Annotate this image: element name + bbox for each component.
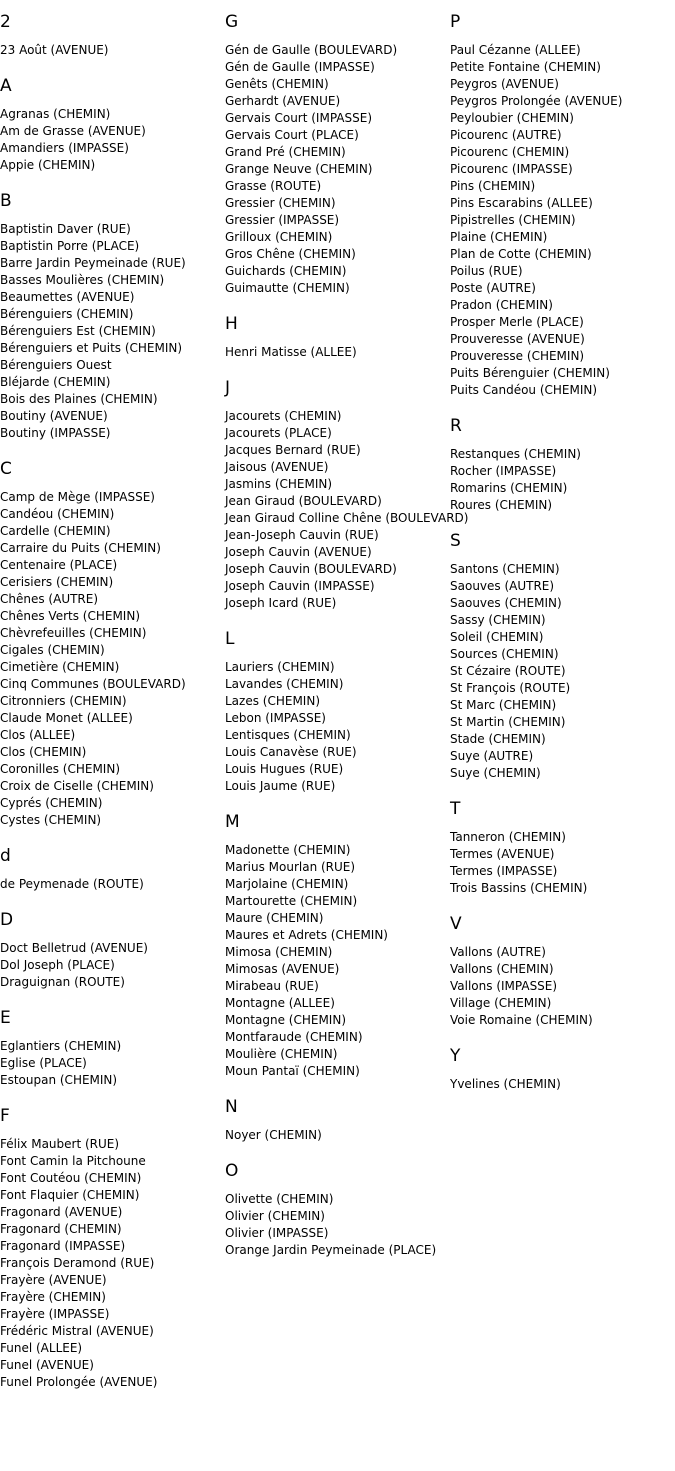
letter-group <box>450 531 675 782</box>
street-entry: Puits Candéou (CHEMIN) <box>450 383 598 397</box>
street-entry: 23 Août (AVENUE) <box>0 43 109 57</box>
street-entry: Louis Jaume (RUE) <box>225 779 336 793</box>
letter-group <box>450 416 675 514</box>
letter-group <box>450 914 675 1029</box>
street-entry: Suye (AUTRE) <box>450 749 534 763</box>
street-entry: Saouves (CHEMIN) <box>450 596 562 610</box>
street-entry: Frayère (CHEMIN) <box>0 1290 106 1304</box>
letter-heading: J <box>225 378 231 398</box>
letter-group <box>225 1161 450 1259</box>
street-entry: Cyprés (CHEMIN) <box>0 796 103 810</box>
street-entry: Soleil (CHEMIN) <box>450 630 544 644</box>
street-entry: Marius Mourlan (RUE) <box>225 860 356 874</box>
street-entry: Noyer (CHEMIN) <box>225 1128 322 1142</box>
street-entry: Prosper Merle (PLACE) <box>450 315 584 329</box>
street-entry: Cimetière (CHEMIN) <box>0 660 120 674</box>
street-entry: Camp de Mège (IMPASSE) <box>0 490 155 504</box>
letter-heading: d <box>0 846 11 866</box>
street-entry: Beaumettes (AVENUE) <box>0 290 135 304</box>
street-entry: Jasmins (CHEMIN) <box>225 477 333 491</box>
street-entry: Cardelle (CHEMIN) <box>0 524 111 538</box>
letter-group <box>225 812 450 1080</box>
street-entry: Pipistrelles (CHEMIN) <box>450 213 576 227</box>
street-entry: Grand Pré (CHEMIN) <box>225 145 346 159</box>
street-entry: Peygros Prolongée (AVENUE) <box>450 94 623 108</box>
letter-heading: A <box>0 76 12 96</box>
street-entry: Vallons (CHEMIN) <box>450 962 554 976</box>
street-entry: Jacourets (PLACE) <box>225 426 332 440</box>
street-entry: Madonette (CHEMIN) <box>225 843 351 857</box>
street-entry: Prouveresse (CHEMIN) <box>450 349 585 363</box>
letter-heading: H <box>225 314 238 334</box>
street-entry: Chênes (AUTRE) <box>0 592 99 606</box>
street-entry: Marjolaine (CHEMIN) <box>225 877 349 891</box>
street-entry: Eglantiers (CHEMIN) <box>0 1039 122 1053</box>
street-entry: Stade (CHEMIN) <box>450 732 546 746</box>
letter-group <box>450 1046 675 1093</box>
street-entry: Jean Giraud (BOULEVARD) <box>225 494 382 508</box>
street-entry: Gressier (CHEMIN) <box>225 196 336 210</box>
street-entry: St Martin (CHEMIN) <box>450 715 566 729</box>
street-entry: Romarins (CHEMIN) <box>450 481 568 495</box>
street-entry: Mimosas (AVENUE) <box>225 962 340 976</box>
street-entry: Grasse (ROUTE) <box>225 179 322 193</box>
street-entry: Fragonard (IMPASSE) <box>0 1239 126 1253</box>
letter-heading: N <box>225 1097 238 1117</box>
street-entry: Agranas (CHEMIN) <box>0 107 111 121</box>
street-entry: Picourenc (CHEMIN) <box>450 145 570 159</box>
street-entry: Picourenc (AUTRE) <box>450 128 562 142</box>
street-entry: Jean-Joseph Cauvin (RUE) <box>225 528 379 542</box>
street-entry: Henri Matisse (ALLEE) <box>225 345 357 359</box>
street-entry: Paul Cézanne (ALLEE) <box>450 43 581 57</box>
street-entry: Peyloubier (CHEMIN) <box>450 111 574 125</box>
street-entry: Grilloux (CHEMIN) <box>225 230 333 244</box>
street-entry: Chèvrefeuilles (CHEMIN) <box>0 626 147 640</box>
street-entry: Olivier (IMPASSE) <box>225 1226 329 1240</box>
street-entry: Draguignan (ROUTE) <box>0 975 125 989</box>
letter-group <box>0 76 225 174</box>
street-entry: Guimautte (CHEMIN) <box>225 281 350 295</box>
street-entry: Gros Chêne (CHEMIN) <box>225 247 356 261</box>
letter-group <box>225 629 450 795</box>
street-entry: Poste (AUTRE) <box>450 281 536 295</box>
street-entry: Gervais Court (IMPASSE) <box>225 111 372 125</box>
street-entry: Coronilles (CHEMIN) <box>0 762 121 776</box>
street-entry: Lentisques (CHEMIN) <box>225 728 351 742</box>
street-entry: Genêts (CHEMIN) <box>225 77 329 91</box>
street-entry: Claude Monet (ALLEE) <box>0 711 133 725</box>
street-entry: Montfaraude (CHEMIN) <box>225 1030 363 1044</box>
street-entry: Lauriers (CHEMIN) <box>225 660 335 674</box>
letter-group <box>225 314 450 361</box>
street-entry: Gén de Gaulle (BOULEVARD) <box>225 43 398 57</box>
street-entry: Pins (CHEMIN) <box>450 179 536 193</box>
street-entry: Joseph Icard (RUE) <box>225 596 337 610</box>
street-entry: Moulière (CHEMIN) <box>225 1047 338 1061</box>
street-entry: Bois des Plaines (CHEMIN) <box>0 392 158 406</box>
street-entry: Eglise (PLACE) <box>0 1056 87 1070</box>
letter-group <box>450 799 675 897</box>
street-entry: Guichards (CHEMIN) <box>225 264 347 278</box>
street-entry: Moun Pantaï (CHEMIN) <box>225 1064 360 1078</box>
street-entry: Bérenguiers Ouest <box>0 358 112 372</box>
letter-group <box>225 1097 450 1144</box>
street-index-column-3 <box>450 12 675 1110</box>
street-entry: Appie (CHEMIN) <box>0 158 96 172</box>
street-entry: Prouveresse (AVENUE) <box>450 332 585 346</box>
street-entry: Dol Joseph (PLACE) <box>0 958 115 972</box>
street-entry: Fragonard (CHEMIN) <box>0 1222 122 1236</box>
street-entry: Rocher (IMPASSE) <box>450 464 557 478</box>
street-entry: Estoupan (CHEMIN) <box>0 1073 118 1087</box>
street-entry: Termes (IMPASSE) <box>450 864 558 878</box>
street-entry: St François (ROUTE) <box>450 681 571 695</box>
street-entry: Frayère (AVENUE) <box>0 1273 107 1287</box>
street-entry: Frédéric Mistral (AVENUE) <box>0 1324 154 1338</box>
street-entry: Montagne (CHEMIN) <box>225 1013 346 1027</box>
street-entry: Mirabeau (RUE) <box>225 979 319 993</box>
street-entry: Joseph Cauvin (IMPASSE) <box>225 579 375 593</box>
street-entry: Chênes Verts (CHEMIN) <box>0 609 141 623</box>
street-entry: Funel (AVENUE) <box>0 1358 94 1372</box>
street-entry: Gerhardt (AVENUE) <box>225 94 341 108</box>
street-entry: Louis Hugues (RUE) <box>225 762 344 776</box>
letter-heading: R <box>450 416 462 436</box>
street-entry: Jaisous (AVENUE) <box>225 460 329 474</box>
street-entry: Maure (CHEMIN) <box>225 911 324 925</box>
street-index-column-2 <box>225 12 469 1276</box>
letter-group <box>0 1008 225 1089</box>
street-entry: Joseph Cauvin (AVENUE) <box>225 545 372 559</box>
street-entry: Yvelines (CHEMIN) <box>450 1077 561 1091</box>
street-entry: de Peymenade (ROUTE) <box>0 877 144 891</box>
street-entry: Bléjarde (CHEMIN) <box>0 375 111 389</box>
street-entry: Félix Maubert (RUE) <box>0 1137 120 1151</box>
street-entry: Boutiny (AVENUE) <box>0 409 108 423</box>
letter-heading: G <box>225 12 239 32</box>
letter-heading: T <box>450 799 461 819</box>
street-entry: Carraire du Puits (CHEMIN) <box>0 541 161 555</box>
street-entry: Tanneron (CHEMIN) <box>450 830 566 844</box>
street-entry: Bérenguiers Est (CHEMIN) <box>0 324 156 338</box>
street-entry: Boutiny (IMPASSE) <box>0 426 111 440</box>
street-entry: Roures (CHEMIN) <box>450 498 553 512</box>
letter-group <box>0 846 225 893</box>
street-entry: Centenaire (PLACE) <box>0 558 118 572</box>
street-entry: Amandiers (IMPASSE) <box>0 141 129 155</box>
street-entry: Pradon (CHEMIN) <box>450 298 553 312</box>
street-entry: Cerisiers (CHEMIN) <box>0 575 114 589</box>
street-entry: François Deramond (RUE) <box>0 1256 155 1270</box>
street-entry: Plan de Cotte (CHEMIN) <box>450 247 592 261</box>
street-entry: Peygros (AVENUE) <box>450 77 559 91</box>
letter-heading: L <box>225 629 235 649</box>
street-entry: Gervais Court (PLACE) <box>225 128 359 142</box>
street-entry: Vallons (IMPASSE) <box>450 979 558 993</box>
street-entry: Suye (CHEMIN) <box>450 766 541 780</box>
letter-heading: M <box>225 812 240 832</box>
street-entry: Restanques (CHEMIN) <box>450 447 581 461</box>
letter-heading: C <box>0 459 12 479</box>
street-entry: Grange Neuve (CHEMIN) <box>225 162 373 176</box>
street-entry: Santons (CHEMIN) <box>450 562 560 576</box>
street-entry: Poilus (RUE) <box>450 264 523 278</box>
street-entry: Saouves (AUTRE) <box>450 579 555 593</box>
letter-group <box>0 459 225 829</box>
street-entry: Olivier (CHEMIN) <box>225 1209 325 1223</box>
street-entry: Funel (ALLEE) <box>0 1341 83 1355</box>
street-entry: Jacques Bernard (RUE) <box>225 443 361 457</box>
street-entry: Font Coutéou (CHEMIN) <box>0 1171 142 1185</box>
street-entry: Puits Bérenguier (CHEMIN) <box>450 366 610 380</box>
letter-heading: F <box>0 1106 10 1126</box>
street-entry: Font Camin la Pitchoune <box>0 1154 146 1168</box>
street-entry: Lavandes (CHEMIN) <box>225 677 344 691</box>
street-entry: Olivette (CHEMIN) <box>225 1192 334 1206</box>
street-entry: Picourenc (IMPASSE) <box>450 162 573 176</box>
street-entry: Jean Giraud Colline Chêne (BOULEVARD) <box>225 511 469 525</box>
street-entry: Louis Canavèse (RUE) <box>225 745 357 759</box>
street-entry: Doct Belletrud (AVENUE) <box>0 941 148 955</box>
letter-heading: P <box>450 12 461 32</box>
street-entry: Montagne (ALLEE) <box>225 996 335 1010</box>
street-entry: Petite Fontaine (CHEMIN) <box>450 60 601 74</box>
letter-heading: V <box>450 914 462 934</box>
street-entry: St Marc (CHEMIN) <box>450 698 557 712</box>
street-entry: Village (CHEMIN) <box>450 996 552 1010</box>
street-entry: Martourette (CHEMIN) <box>225 894 358 908</box>
street-entry: Trois Bassins (CHEMIN) <box>450 881 588 895</box>
street-entry: Gén de Gaulle (IMPASSE) <box>225 60 375 74</box>
street-entry: Orange Jardin Peymeinade (PLACE) <box>225 1243 437 1257</box>
letter-group <box>0 191 225 442</box>
street-entry: Plaine (CHEMIN) <box>450 230 548 244</box>
street-entry: Joseph Cauvin (BOULEVARD) <box>225 562 397 576</box>
street-entry: Sassy (CHEMIN) <box>450 613 546 627</box>
street-entry: Lebon (IMPASSE) <box>225 711 326 725</box>
street-entry: Bérenguiers (CHEMIN) <box>0 307 134 321</box>
street-entry: Croix de Ciselle (CHEMIN) <box>0 779 154 793</box>
street-entry: Candéou (CHEMIN) <box>0 507 115 521</box>
letter-heading: D <box>0 910 14 930</box>
street-entry: Gressier (IMPASSE) <box>225 213 340 227</box>
street-entry: Maures et Adrets (CHEMIN) <box>225 928 388 942</box>
street-entry: Cigales (CHEMIN) <box>0 643 105 657</box>
letter-heading: S <box>450 531 461 551</box>
letter-group <box>0 12 225 59</box>
street-entry: Vallons (AUTRE) <box>450 945 546 959</box>
street-entry: Bérenguiers et Puits (CHEMIN) <box>0 341 183 355</box>
street-entry: Fragonard (AVENUE) <box>0 1205 123 1219</box>
street-entry: Baptistin Porre (PLACE) <box>0 239 140 253</box>
street-entry: Funel Prolongée (AVENUE) <box>0 1375 158 1389</box>
letter-heading: O <box>225 1161 239 1181</box>
letter-group <box>0 910 225 991</box>
street-entry: Sources (CHEMIN) <box>450 647 559 661</box>
street-entry: Am de Grasse (AVENUE) <box>0 124 146 138</box>
letter-heading: E <box>0 1008 11 1028</box>
letter-group <box>450 12 675 399</box>
letter-heading: Y <box>450 1046 461 1066</box>
street-entry: Jacourets (CHEMIN) <box>225 409 342 423</box>
street-entry: Termes (AVENUE) <box>450 847 555 861</box>
street-entry: Pins Escarabins (ALLEE) <box>450 196 593 210</box>
letter-group <box>225 378 469 612</box>
street-entry: Citronniers (CHEMIN) <box>0 694 127 708</box>
letter-heading: B <box>0 191 12 211</box>
street-entry: Lazes (CHEMIN) <box>225 694 321 708</box>
street-entry: Voie Romaine (CHEMIN) <box>450 1013 593 1027</box>
street-entry: Frayère (IMPASSE) <box>0 1307 110 1321</box>
street-entry: St Cézaire (ROUTE) <box>450 664 566 678</box>
street-entry: Basses Moulières (CHEMIN) <box>0 273 165 287</box>
street-entry: Cystes (CHEMIN) <box>0 813 102 827</box>
street-entry: Cinq Communes (BOULEVARD) <box>0 677 186 691</box>
letter-group <box>0 1106 225 1391</box>
street-entry: Barre Jardin Peymeinade (RUE) <box>0 256 186 270</box>
letter-heading: 2 <box>0 12 11 32</box>
street-entry: Clos (CHEMIN) <box>0 745 87 759</box>
street-index-column-1 <box>0 12 225 1408</box>
letter-group <box>225 12 450 297</box>
street-entry: Mimosa (CHEMIN) <box>225 945 333 959</box>
street-entry: Font Flaquier (CHEMIN) <box>0 1188 140 1202</box>
street-entry: Baptistin Daver (RUE) <box>0 222 131 236</box>
street-entry: Clos (ALLEE) <box>0 728 76 742</box>
